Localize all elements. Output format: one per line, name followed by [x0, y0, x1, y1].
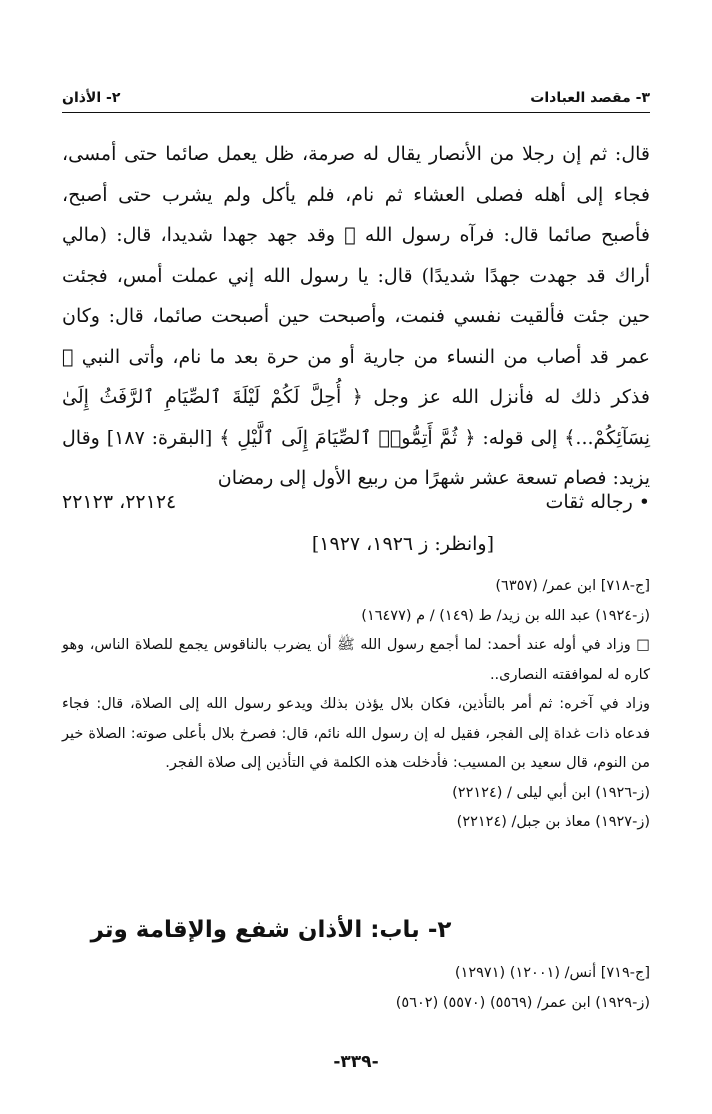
footnote-line: □ وزاد في أوله عند أحمد: لما أجمع رسول الله ﷺ أن يضرب بالناقوس يجمع للصلاة الناس، وهو كاره له لموافقته النصارى.. [62, 637, 650, 683]
see-also-reference: [وانظر: ز ١٩٢٦، ١٩٢٧] [311, 533, 494, 555]
hadith-paragraph: قال: ثم إن رجلا من الأنصار يقال له صرمة، ظل يعمل صائما حتى أمسى، فجاء إلى أهله فصلى العشاء ثم نام، فلم يأكل ولم يشرب حتى أصبح، فأصبح صائما قال: فرآه رسول الله ﷺ وقد جهد جهدا شديدا، قال: (مالي أراك قد جهدت جهدًا شديدًا) قال: يا رسول الله إني عملت أمس، فجئت حين جئت فألقيت نفسي فنمت، وأصبحت حين أصبحت صائما، قال: وكان عمر قد أصاب من النساء من جارية أو من حرة بعد ما نام، وأتى النبي ﷺ فذكر ذلك له فأنزل الله عز وجل ﴿ أُحِلَّ لَكُمْ لَيْلَةَ ٱلصِّيَامِ ٱلرَّفَثُ إِلَىٰ نِسَآئِكُمْ...﴾ إلى قوله: ﴿ ثُمَّ أَتِمُّوا۟ ٱلصِّيَامَ إِلَى ٱلَّيْلِ ﴾ [البقرة: ١٨٧] وقال يزيد: فصام تسعة عشر شهرًا من ربيع الأول إلى رمضان [62, 143, 650, 489]
footnote-line: (ز-١٩٢٦) ابن أبي ليلى / (٢٢١٢٤) [452, 784, 650, 801]
reference-line: (ز-١٩٢٩) ابن عمر/ (٥٥٦٩) (٥٥٧٠) (٥٦٠٢) [395, 995, 650, 1011]
header-section-title: ٣- مقصد العبادات [530, 90, 650, 106]
footnote-line: (ز-١٩٢٧) معاذ بن جبل/ (٢٢١٢٤) [456, 814, 650, 830]
running-header [62, 86, 650, 110]
narrators-note: • رجاله ثقات [545, 491, 650, 513]
footnote-line: (ز-١٩٢٤) عبد الله بن زيد/ ط (١٤٩) / م (١٦٤٧٧) [361, 607, 650, 624]
footnotes [62, 572, 650, 838]
page-number: -٣٣٩- [333, 1052, 379, 1072]
footnote-line: وزاد في آخره: ثم أمر بالتأذين، فكان بلال يؤذن بذلك ويدعو رسول الله إلى الصلاة، قال: فجاء فدعاه ذات غداة إلى الفجر، فقيل له إن رسول الله نائم، قال: فصرخ بلال بأعلى صوته: الصلاة خير من النوم، قال سعيد بن المسيب: فأدخلت هذه الكلمة في التأذين إلى صلاة الفجر. [62, 696, 650, 771]
header-rule [62, 112, 650, 113]
narrators-line [62, 482, 650, 522]
chapter-heading: ٢- باب: الأذان شفع والإقامة وتر [90, 917, 452, 943]
chapter-references [62, 958, 650, 1018]
narrators-numbers: ٢٢١٢٤، ٢٢١٢٣ [62, 491, 177, 513]
header-chapter-title: ٢- الأذان [62, 90, 121, 106]
footnote-line: [ج-٧١٨] ابن عمر/ (٦٣٥٧) [495, 578, 650, 594]
main-text [62, 134, 650, 499]
reference-line: [ج-٧١٩] أنس/ (١٢٠٠١) (١٢٩٧١) [454, 965, 650, 981]
